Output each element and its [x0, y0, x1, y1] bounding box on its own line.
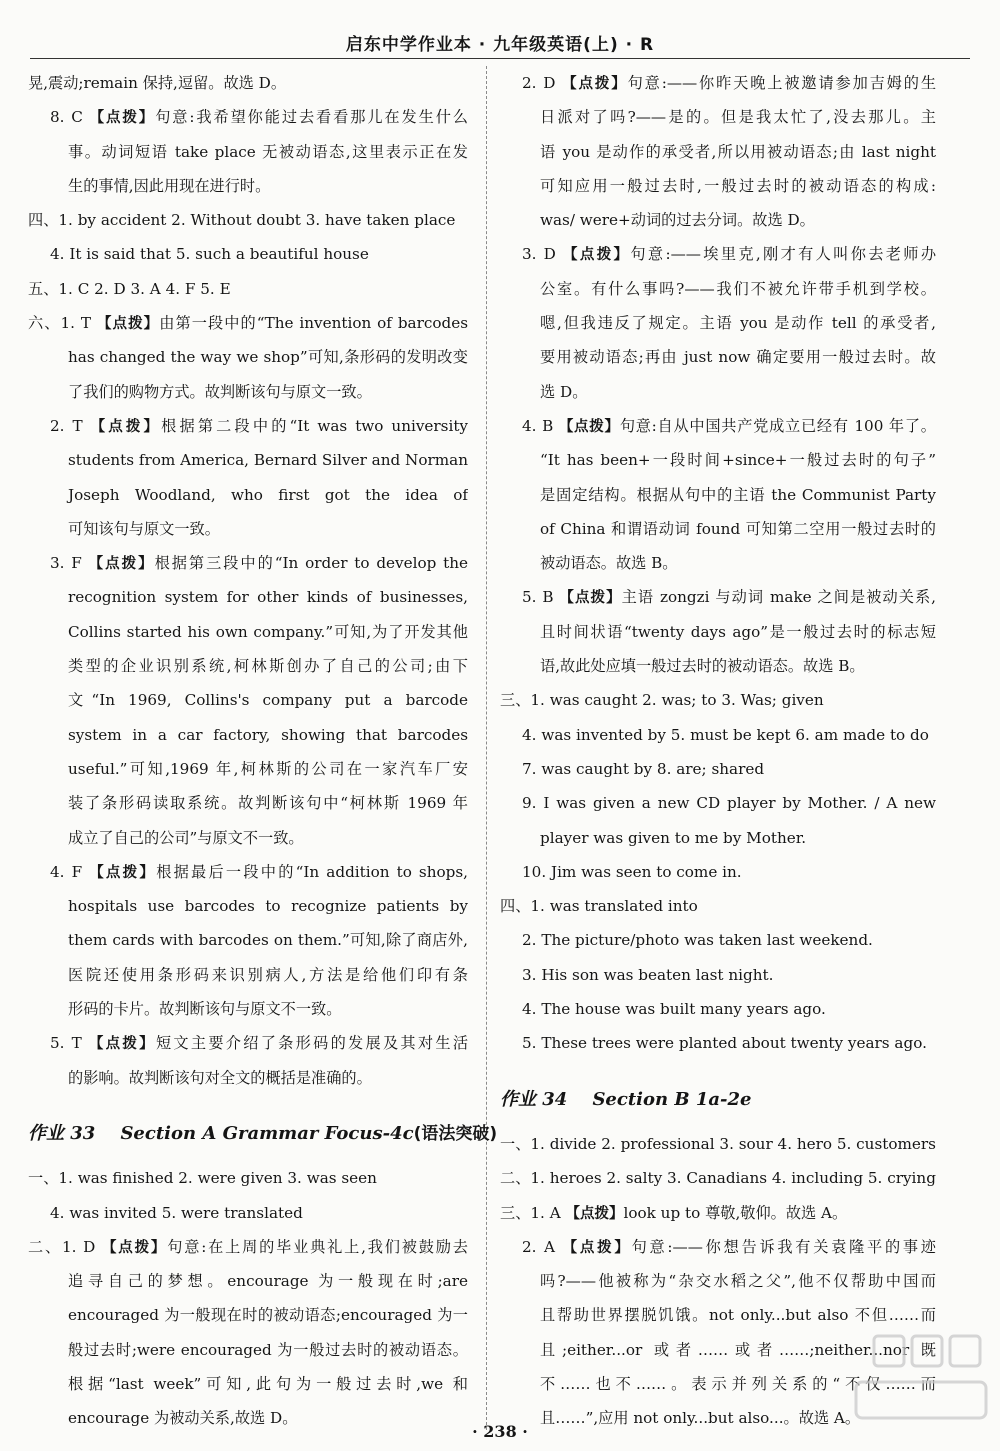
answer-line: 医院还使用条形码来识别病人,方法是给他们印有条	[68, 965, 468, 984]
answer-line: hospitals use barcodes to recognize patients by	[68, 897, 468, 916]
answer-line: recognition system for other kinds of businesses,	[68, 588, 468, 607]
answer-line: 般过去时;were encouraged 为一般过去时的被动语态。	[68, 1340, 468, 1359]
answer-line: 4. The house was built many years ago.	[522, 1000, 826, 1019]
answer-line: 嗯,但我违反了规定。主语 you 是动作 tell 的承受者,	[540, 314, 936, 333]
answer-line: 10. Jim was seen to come in.	[522, 862, 742, 881]
answer-line: 根据“last week”可知,此句为一般过去时,we 和	[68, 1374, 468, 1393]
answer-line: 六、1. T 【点拨】由第一段中的“The invention of barcodes	[28, 314, 468, 333]
answer-line: 公室。有什么事吗?——我们不被允许带手机到学校。	[540, 279, 936, 298]
answer-line: 二、1. D 【点拨】句意:在上周的毕业典礼上,我们被鼓励去	[28, 1237, 468, 1256]
answer-line: 8. C 【点拨】句意:我希望你能过去看看那儿在发生什么	[50, 108, 468, 127]
answer-line: 五、1. C 2. D 3. A 4. F 5. E	[28, 279, 231, 298]
answer-line: 可知该句与原文一致。	[68, 519, 220, 538]
answer-line: was/ were+动词的过去分词。故选 D。	[540, 211, 815, 230]
answer-line: 4. was invited 5. were translated	[50, 1203, 303, 1222]
answer-line: 2. D 【点拨】句意:——你昨天晚上被邀请参加吉姆的生	[522, 74, 936, 92]
answer-line: 5. T 【点拨】短文主要介绍了条形码的发展及其对生活	[50, 1034, 468, 1053]
answer-line: 追寻自己的梦想。encourage 为一般现在时;are	[68, 1272, 468, 1291]
left-column	[28, 66, 498, 1436]
watermark-logo-icon	[844, 1330, 994, 1445]
answer-line: 是固定结构。根据从句中的主语 the Communist Party	[540, 485, 936, 504]
answer-line: 4. B 【点拨】句意:自从中国共产党成立已经有 100 年了。	[522, 416, 936, 435]
answer-line: 生的事情,因此用现在进行时。	[68, 176, 271, 195]
answer-line: Joseph Woodland, who first got the idea of	[68, 485, 468, 504]
tip-marker: 【点拨】	[90, 418, 162, 435]
section-heading-34	[500, 1083, 936, 1117]
answer-line: 四、1. was translated into	[500, 897, 698, 916]
tip-marker: 【点拨】	[89, 864, 157, 881]
header-title: 启东中学作业本 · 九年级英语(上) · R	[345, 35, 655, 55]
page-header	[0, 0, 1000, 60]
page-number: · 238 ·	[472, 1422, 528, 1441]
section-title: Section A Grammar Focus-4c	[120, 1122, 414, 1144]
answer-line: 5. These trees were planted about twenty years ago.	[522, 1034, 927, 1053]
answer-line: 2. The picture/photo was taken last weekend.	[522, 931, 873, 950]
answer-line: Collins started his own company.”可知,为了开发其他	[68, 622, 468, 641]
answer-line: 语,故此处应填一般过去时的被动语态。故选 B。	[540, 657, 865, 676]
answer-line: 且帮助世界摆脱饥饿。not only...but also 不但……而	[540, 1306, 936, 1325]
answer-line: 形码的卡片。故判断该句与原文不一致。	[68, 1000, 342, 1019]
answer-line: 且……”,应用 not only...but also...。故选 A。	[540, 1409, 861, 1428]
tip-marker: 【点拨】	[558, 418, 620, 435]
answer-line: of China 和谓语动词 found 可知第二空用一般过去时的	[540, 519, 936, 538]
answer-line: 日派对了吗?——是的。但是我太忙了,没去那儿。主	[540, 108, 936, 127]
header-rule	[30, 58, 970, 59]
section-title: Section B 1a-2e	[592, 1088, 752, 1110]
answer-line: 4. was invented by 5. must be kept 6. am made to do	[522, 725, 929, 744]
section-heading-33	[28, 1117, 498, 1151]
answer-line: “It has been+一段时间+since+一般过去时的句子”	[540, 451, 936, 470]
answer-line: 文“In 1969, Collins's company put a barcode	[68, 691, 468, 710]
answer-line: 语 you 是动作的承受者,所以用被动语态;由 last night	[540, 142, 936, 161]
answer-line: encourage 为被动关系,故选 D。	[68, 1409, 298, 1428]
answer-line: 四、1. by accident 2. Without doubt 3. have taken place	[28, 211, 456, 230]
section-subtitle: (语法突破)	[413, 1123, 498, 1144]
answer-line: 了我们的购物方式。故判断该句与原文一致。	[68, 382, 372, 401]
tip-marker: 【点拨】	[88, 556, 155, 573]
answer-line: 装了条形码读取系统。故判断该句中“柯林斯 1969 年	[68, 794, 468, 813]
answer-line: 晃,震动;remain 保持,逗留。故选 D。	[28, 74, 287, 92]
left-answer-lines-2	[28, 1161, 468, 1435]
answer-line: 三、1. A 【点拨】look up to 尊敬,敬仰。故选 A。	[500, 1203, 848, 1222]
tip-marker: 【点拨】	[562, 76, 628, 92]
answer-line: 3. His son was beaten last night.	[522, 965, 774, 984]
answer-line: 选 D。	[540, 382, 588, 401]
answer-line: 且;either...or 或者……或者……;neither...nor 既	[540, 1340, 936, 1359]
tip-marker: 【点拨】	[96, 316, 160, 333]
answer-line: useful.”可知,1969 年,柯林斯的公司在一家汽车厂安	[68, 759, 468, 778]
section-label: 作业 34	[500, 1088, 568, 1110]
answer-line: 成立了自己的公司”与原文不一致。	[68, 828, 304, 847]
answer-line: 一、1. divide 2. professional 3. sour 4. hero 5. customers	[500, 1134, 936, 1153]
answer-line: 二、1. heroes 2. salty 3. Canadians 4. including 5. crying	[500, 1169, 936, 1188]
answer-line: them cards with barcodes on them.”可知,除了商店外,	[68, 931, 468, 950]
section-label: 作业 33	[28, 1122, 96, 1144]
answer-line: 的影响。故判断该句对全文的概括是准确的。	[68, 1068, 372, 1087]
tip-marker: 【点拨】	[101, 1239, 168, 1256]
answer-line: 3. D 【点拨】句意:——埃里克,刚才有人叫你去老师办	[522, 245, 936, 264]
tip-marker: 【点拨】	[89, 110, 156, 127]
right-answer-lines	[500, 66, 936, 1061]
answer-line: 不……也不……。表示并列关系的“不仅……而	[540, 1374, 936, 1393]
answer-line: students from America, Bernard Silver and Norman	[68, 451, 468, 470]
answer-line: 且时间状语“twenty days ago”是一般过去时的标志短	[540, 622, 936, 641]
answer-line: 类型的企业识别系统,柯林斯创办了自己的公司;由下	[68, 657, 468, 676]
tip-marker: 【点拨】	[562, 1239, 632, 1256]
right-column	[500, 66, 936, 1436]
tip-marker: 【点拨】	[559, 590, 622, 607]
tip-marker: 【点拨】	[565, 1205, 624, 1222]
answer-line: 2. A 【点拨】句意:——你想告诉我有关袁隆平的事迹	[522, 1237, 936, 1256]
answer-line: 3. F 【点拨】根据第三段中的“In order to develop the	[50, 554, 468, 573]
column-divider	[486, 66, 487, 1430]
answer-line: 一、1. was finished 2. were given 3. was seen	[28, 1169, 377, 1188]
answer-line: 三、1. was caught 2. was; to 3. Was; given	[500, 691, 824, 710]
answer-line: encouraged 为一般现在时的被动语态;encouraged 为一	[68, 1306, 468, 1325]
answer-line: 4. It is said that 5. such a beautiful house	[50, 245, 369, 264]
answer-line: 可知应用一般过去时,一般过去时的被动语态的构成:	[540, 176, 936, 195]
answer-line: has changed the way we shop”可知,条形码的发明改变	[68, 348, 468, 367]
answer-line: 7. was caught by 8. are; shared	[522, 759, 765, 778]
answer-line: 要用被动语态;再由 just now 确定要用一般过去时。故	[540, 348, 936, 367]
answer-line: player was given to me by Mother.	[540, 828, 807, 847]
answer-line: 9. I was given a new CD player by Mother. / A new	[522, 794, 936, 813]
tip-marker: 【点拨】	[563, 247, 631, 264]
answer-line: 2. T 【点拨】根据第二段中的“It was two university	[50, 416, 468, 435]
answer-line: 事。动词短语 take place 无被动语态,这里表示正在发	[68, 142, 468, 161]
answer-line: 被动语态。故选 B。	[540, 554, 678, 573]
left-answer-lines	[28, 66, 468, 1095]
answer-line: 4. F 【点拨】根据最后一段中的“In addition to shops,	[50, 862, 468, 881]
answer-line: system in a car factory, showing that barcodes	[68, 725, 468, 744]
answer-line: 吗?——他被称为“杂交水稻之父”,他不仅帮助中国而	[540, 1272, 936, 1291]
tip-marker: 【点拨】	[88, 1036, 156, 1053]
answer-line: 5. B 【点拨】主语 zongzi 与动词 make 之间是被动关系,	[522, 588, 936, 607]
